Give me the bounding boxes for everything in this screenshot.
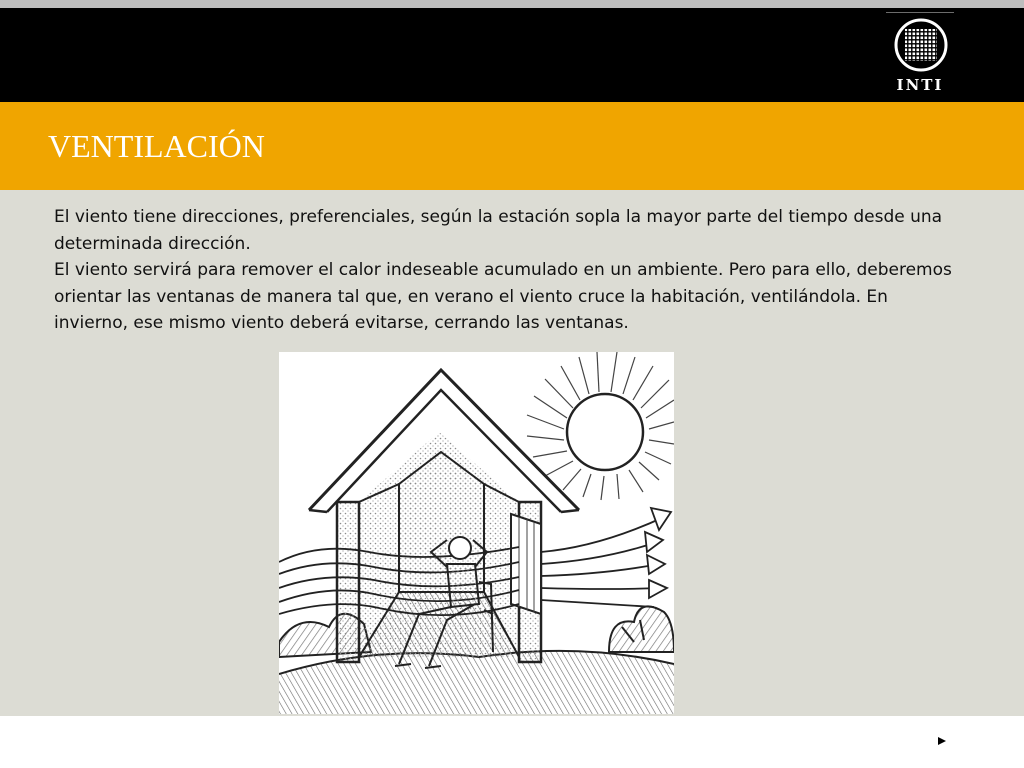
inti-emblem-icon [884,12,956,74]
inti-logo [884,12,956,98]
top-stripe [0,0,1024,8]
house-wind-sun-drawing [279,352,674,714]
paragraph-wind-direction: El viento tiene direcciones, preferenciales, según la estación sopla la mayor parte del tiempo desde una determinada dirección. [54,207,943,254]
logo-rule [886,12,954,13]
body-text [54,204,954,337]
ventilation-illustration [279,352,674,714]
logo-text: INTI [896,76,944,94]
header-bar [0,8,1024,102]
play-triangle-icon[interactable] [937,735,947,749]
slide-title: VENTILACIÓN [48,128,265,164]
paragraph-ventilation: El viento servirá para remover el calor indeseable acumulado en un ambiente. Pero para ello, deberemos orientar las ventanas de manera tal que, en verano el viento cruce la habitación, ventilándola. En invierno, ese mismo viento deberá evitarse, cerrando las ventanas. [54,260,952,333]
